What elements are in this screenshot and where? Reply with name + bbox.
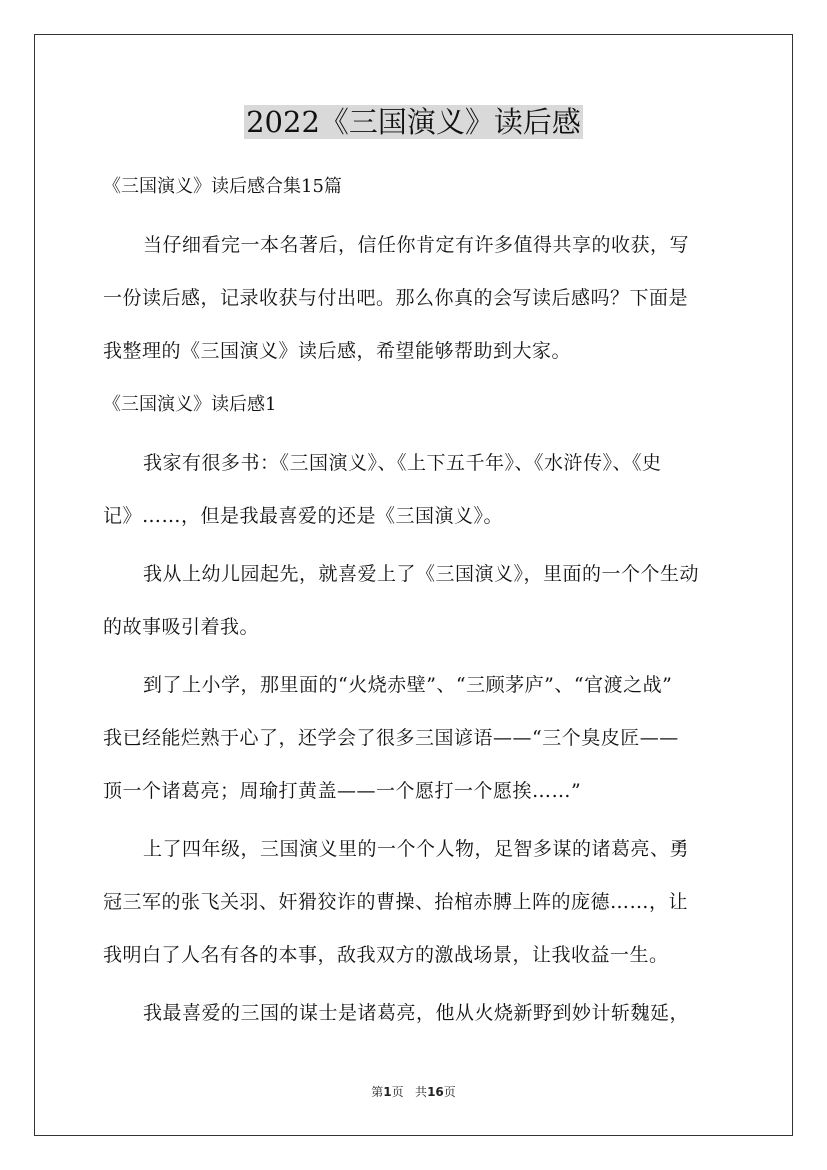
total-page-count: 16 bbox=[427, 1085, 444, 1099]
intro-line: 我整理的《三国演义》读后感，希望能够帮助到大家。 bbox=[103, 340, 572, 362]
paragraph-line: 冠三军的张飞关羽、奸猾狡诈的曹操、抬棺赤膊上阵的庞德……，让 bbox=[103, 891, 689, 913]
page-footer bbox=[0, 1083, 827, 1100]
page-label-prefix: 第 bbox=[371, 1085, 384, 1099]
collection-heading: 《三国演义》读后感合集15篇 bbox=[103, 176, 342, 197]
page-label-suffix: 页 bbox=[391, 1085, 404, 1099]
paragraph-line: 上了四年级，三国演义里的一个个人物，足智多谋的诸葛亮、勇 bbox=[143, 838, 690, 860]
current-page-number: 1 bbox=[383, 1085, 392, 1099]
paragraph-line: 到了上小学，那里面的“火烧赤壁”、“三顾茅庐”、“官渡之战” bbox=[143, 674, 673, 696]
total-label-prefix: 共 bbox=[415, 1085, 428, 1099]
document-title bbox=[0, 100, 827, 144]
paragraph-line: 我已经能烂熟于心了，还学会了很多三国谚语——“三个臭皮匠—— bbox=[103, 727, 679, 749]
document-title-text: 2022《三国演义》读后感 bbox=[246, 105, 581, 139]
intro-line: 当仔细看完一本名著后，信任你肯定有许多值得共享的收获，写 bbox=[143, 234, 690, 256]
paragraph-line: 记》……，但是我最喜爱的还是《三国演义》。 bbox=[103, 505, 504, 527]
paragraph-line: 我从上幼儿园起先，就喜爱上了《三国演义》，里面的一个个生动 bbox=[143, 563, 700, 585]
paragraph-line: 顶一个诸葛亮；周瑜打黄盖——一个愿打一个愿挨……” bbox=[103, 780, 582, 802]
document-body bbox=[103, 174, 728, 1026]
section-heading: 《三国演义》读后感1 bbox=[103, 394, 277, 415]
total-label-suffix: 页 bbox=[443, 1085, 456, 1099]
paragraph-line: 我最喜爱的三国的谋士是诸葛亮，他从火烧新野到妙计斩魏延， bbox=[143, 1002, 690, 1024]
paragraph-line: 我家有很多书：《三国演义》、《上下五千年》、《水浒传》、《史 bbox=[143, 452, 662, 474]
intro-line: 一份读后感，记录收获与付出吧。那么你真的会写读后感吗？下面是 bbox=[103, 287, 689, 309]
paragraph-line: 的故事吸引着我。 bbox=[103, 616, 260, 638]
paragraph-line: 我明白了人名有各的本事，敌我双方的激战场景，让我收益一生。 bbox=[103, 944, 669, 966]
